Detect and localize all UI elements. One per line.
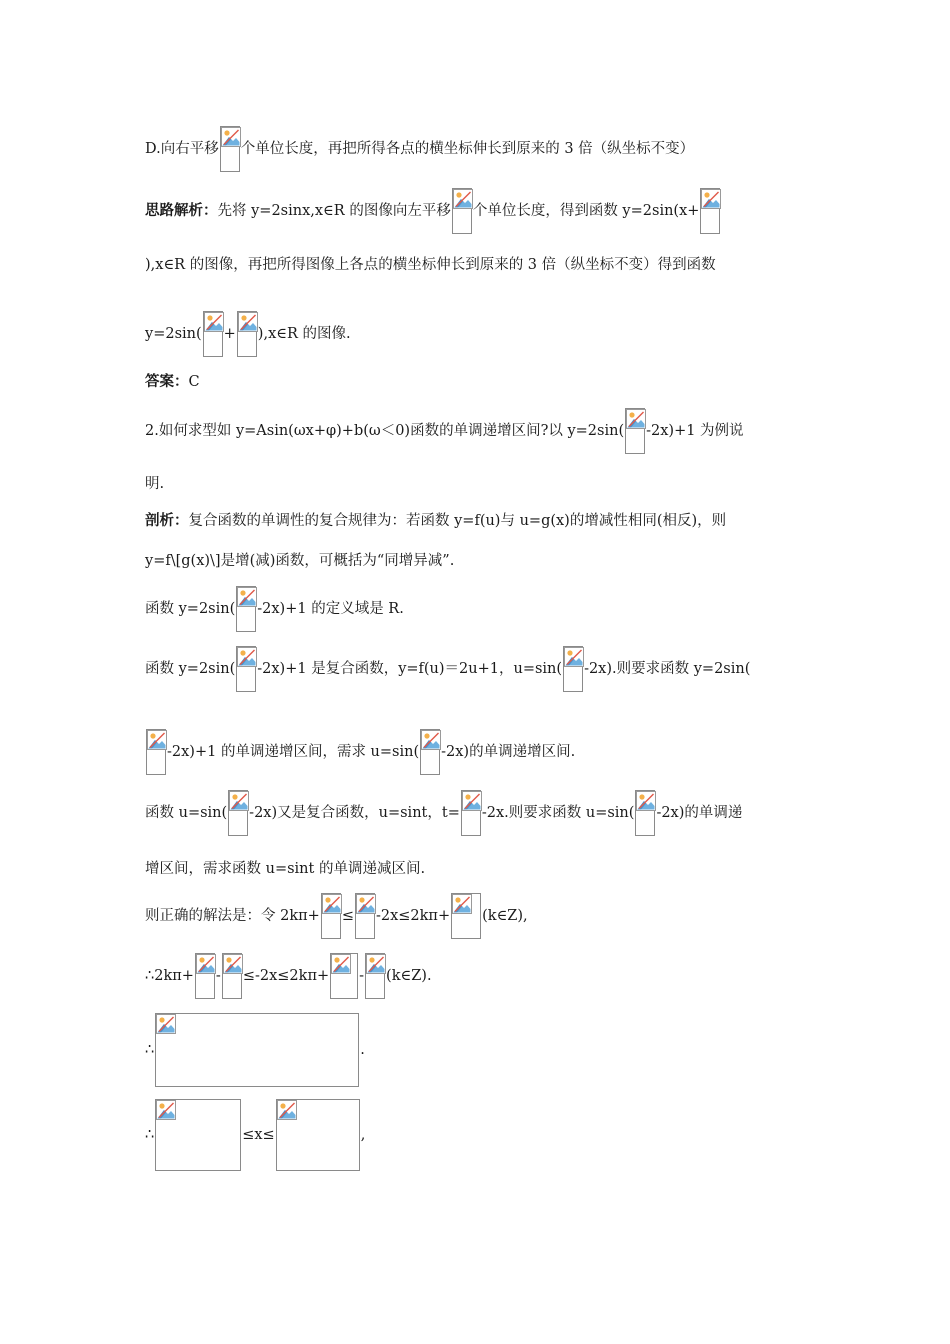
formula-text-b: + — [223, 326, 236, 342]
therefore-symbol: ∴ — [145, 1042, 155, 1058]
solution-text-b: ≤ — [341, 908, 354, 924]
broken-image-icon — [195, 953, 215, 999]
composite-line-4 — [145, 859, 425, 879]
broken-image-icon — [330, 953, 358, 999]
broken-image-icon — [461, 790, 481, 836]
solution-text-l: , — [360, 1127, 366, 1143]
composite-text-b: -2x)+1 是复合函数，y=f(u)＝2u+1，u=sin( — [257, 661, 563, 677]
analysis-text-a: 先将 y=2sinx,x∈R 的图像向左平移 — [217, 203, 451, 219]
analysis-2-text: 复合函数的单调性的复合规律为：若函数 y=f(u)与 u=g(x)的增减性相同(相反)，则 — [188, 513, 727, 529]
answer-line — [145, 372, 200, 392]
domain-line — [145, 586, 404, 632]
analysis-2-line-1 — [145, 511, 726, 531]
broken-image-icon — [155, 1013, 359, 1087]
therefore-symbol-2: ∴ — [145, 1127, 155, 1143]
analysis-line-1 — [145, 188, 721, 234]
solution-line-1 — [145, 893, 528, 939]
option-d-text-a: D.向右平移 — [145, 141, 219, 157]
analysis-2-text-b: y=f\[g(x)\]是增(减)函数，可概括为“同增异减”. — [145, 553, 455, 569]
broken-image-icon — [365, 953, 385, 999]
broken-image-icon — [700, 188, 720, 234]
analysis-text-c: ),x∈R 的图像，再把所得图像上各点的横坐标伸长到原来的 3 倍（纵坐标不变）得到函数 — [145, 257, 716, 273]
solution-text-g: ≤-2x≤2kπ+ — [242, 968, 330, 984]
broken-image-icon — [236, 646, 256, 692]
analysis-line-3 — [145, 311, 351, 357]
broken-image-icon — [420, 729, 440, 775]
solution-text-a: 则正确的解法是：令 2kπ+ — [145, 908, 320, 924]
answer-label: 答案： — [145, 374, 189, 390]
solution-text-c: -2x≤2kπ+ — [375, 908, 451, 924]
formula-text-a: y=2sin( — [145, 326, 202, 342]
solution-text-d: (k∈Z), — [482, 908, 528, 924]
analysis-2-label: 剖析： — [145, 513, 189, 529]
composite-text-i: -2x)的单调递 — [656, 805, 743, 821]
broken-image-icon — [355, 893, 375, 939]
solution-text-i: (k∈Z). — [386, 968, 432, 984]
composite-text-d: -2x)+1 的单调递增区间，需求 u=sin( — [167, 744, 420, 760]
broken-image-icon — [237, 311, 257, 357]
answer-value: C — [188, 374, 200, 390]
broken-image-icon — [276, 1099, 360, 1171]
composite-text-g: -2x)又是复合函数，u=sint，t= — [249, 805, 460, 821]
composite-text-a: 函数 y=2sin( — [145, 661, 236, 677]
option-d-line — [145, 126, 694, 172]
solution-text-j: . — [360, 1042, 365, 1058]
broken-image-icon — [635, 790, 655, 836]
composite-line-3 — [145, 790, 742, 836]
solution-text-f: - — [215, 968, 221, 984]
composite-line-1 — [145, 646, 750, 692]
composite-line-2 — [145, 729, 575, 775]
broken-image-icon — [228, 790, 248, 836]
analysis-text-b: 个单位长度，得到函数 y=2sin(x+ — [472, 203, 700, 219]
domain-text-b: -2x)+1 的定义域是 R. — [257, 601, 404, 617]
broken-image-icon — [155, 1099, 241, 1171]
composite-text-e: -2x)的单调递增区间. — [441, 744, 576, 760]
broken-image-icon — [146, 729, 166, 775]
solution-line-4 — [145, 1099, 365, 1171]
solution-text-e: ∴2kπ+ — [145, 968, 194, 984]
domain-text-a: 函数 y=2sin( — [145, 601, 236, 617]
question-2-line-2 — [145, 474, 164, 494]
broken-image-icon — [203, 311, 223, 357]
broken-image-icon — [451, 893, 481, 939]
question-2-text-a: 2.如何求型如 y=Asin(ωx+φ)+b(ω＜0)函数的单调递增区间?以 y=2sin( — [145, 423, 625, 439]
broken-image-icon — [563, 646, 583, 692]
composite-text-f: 函数 u=sin( — [145, 805, 228, 821]
question-2-text-b: -2x)+1 为例说 — [646, 423, 744, 439]
solution-text-h: - — [359, 968, 365, 984]
broken-image-icon — [236, 586, 256, 632]
question-2-text-c: 明. — [145, 476, 165, 492]
solution-line-3 — [145, 1013, 365, 1087]
composite-text-j: 增区间，需求函数 u=sint 的单调递减区间. — [145, 861, 426, 877]
composite-text-c: -2x).则要求函数 y=2sin( — [584, 661, 751, 677]
analysis-label: 思路解析： — [145, 203, 218, 219]
broken-image-icon — [452, 188, 472, 234]
broken-image-icon — [321, 893, 341, 939]
broken-image-icon — [220, 126, 240, 172]
analysis-2-line-2 — [145, 551, 454, 571]
solution-line-2 — [145, 953, 432, 999]
analysis-line-2 — [145, 255, 716, 275]
solution-text-k: ≤x≤ — [242, 1127, 275, 1143]
broken-image-icon — [625, 408, 645, 454]
option-d-text-b: 个单位长度，再把所得各点的横坐标伸长到原来的 3 倍（纵坐标不变） — [240, 141, 695, 157]
composite-text-h: -2x.则要求函数 u=sin( — [481, 805, 635, 821]
question-2-line-1 — [145, 408, 744, 454]
broken-image-icon — [222, 953, 242, 999]
formula-text-c: ),x∈R 的图像. — [257, 326, 351, 342]
